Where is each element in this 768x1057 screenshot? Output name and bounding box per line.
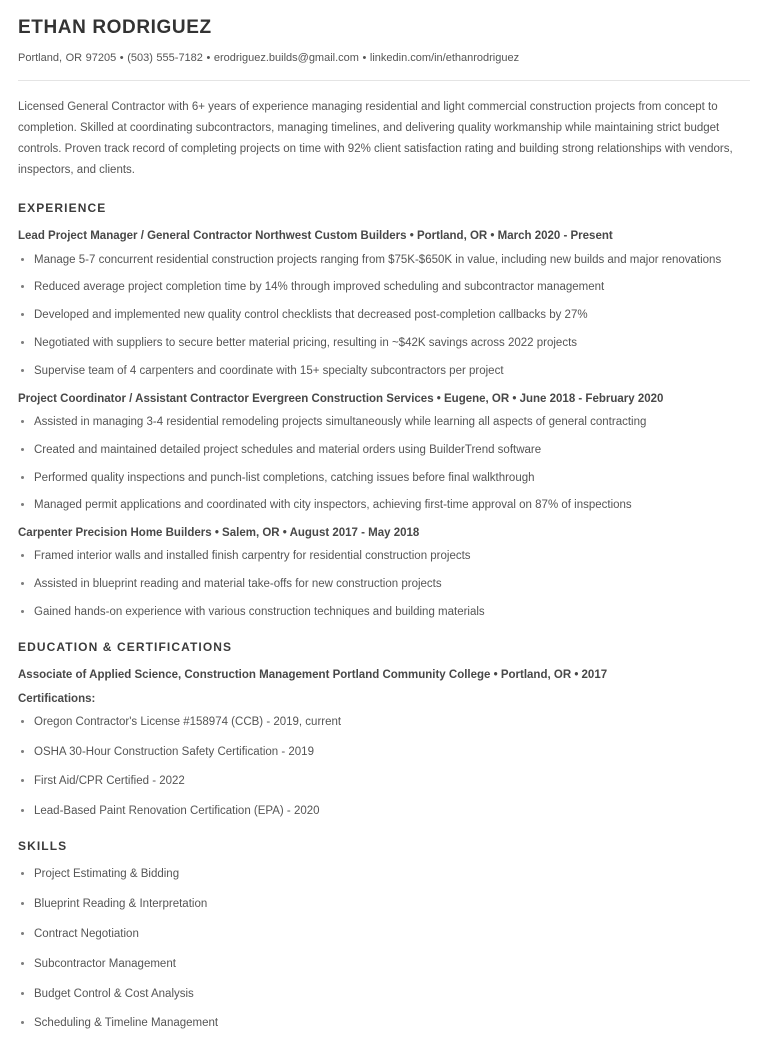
list-item-text: Framed interior walls and installed finish carpentry for residential construction projects [34, 550, 471, 563]
certifications-label: Certifications: [18, 692, 96, 705]
section-title-education: EDUCATION & CERTIFICATIONS [18, 639, 233, 654]
list-item [18, 604, 750, 622]
bullet-dot-icon [21, 420, 24, 423]
list-item [18, 497, 750, 515]
list-item-text: Managed permit applications and coordinated with city inspectors, achieving first-time approval on 87% of inspections [34, 499, 632, 512]
list-item-text: Performed quality inspections and punch-list completions, catching issues before final walkthrough [34, 471, 535, 484]
list-item-text: First Aid/CPR Certified - 2022 [34, 775, 185, 788]
experience-entry-heading: Project Coordinator / Assistant Contractor Evergreen Construction Services • Eugene, OR • June 2018 - February 2020 [18, 392, 664, 405]
list-item [18, 986, 750, 1004]
experience-entry-heading: Carpenter Precision Home Builders • Salem, OR • August 2017 - May 2018 [18, 527, 420, 540]
bullet-dot-icon [21, 992, 24, 995]
list-item-text: Assisted in blueprint reading and material take-offs for new construction projects [34, 578, 442, 591]
list-item [18, 956, 750, 974]
bullet-dot-icon [21, 872, 24, 875]
experience-entry [18, 228, 750, 380]
list-item [18, 363, 750, 381]
list-item [18, 1015, 750, 1033]
bullet-dot-icon [21, 582, 24, 585]
section-education-certifications [18, 640, 750, 821]
list-item [18, 470, 750, 488]
bullet-dot-icon [21, 779, 24, 782]
list-item [18, 414, 750, 432]
bullet-dot-icon [21, 932, 24, 935]
skills-list [18, 866, 750, 1033]
bullet-dot-icon [21, 554, 24, 557]
resume-header [18, 18, 750, 81]
list-item [18, 803, 750, 821]
section-experience [18, 201, 750, 622]
list-item-text: Budget Control & Cost Analysis [34, 987, 194, 1000]
list-item-text: Gained hands-on experience with various construction techniques and building materials [34, 606, 485, 619]
list-item [18, 744, 750, 762]
list-item-text: Scheduling & Timeline Management [34, 1017, 219, 1030]
list-item-text: OSHA 30-Hour Construction Safety Certification - 2019 [34, 745, 314, 758]
bullet-dot-icon [21, 369, 24, 372]
bullet-dot-icon [21, 258, 24, 261]
bullet-dot-icon [21, 341, 24, 344]
list-item-text: Contract Negotiation [34, 928, 139, 941]
list-item [18, 442, 750, 460]
list-item-text: Manage 5-7 concurrent residential construction projects ranging from $75K-$650K in value, including new builds and major renovations [34, 253, 722, 266]
bullet-dot-icon [21, 1021, 24, 1024]
section-title-skills: SKILLS [18, 839, 68, 853]
section-title-experience: EXPERIENCE [18, 200, 107, 215]
list-item [18, 773, 750, 791]
list-item [18, 896, 750, 914]
bullet-dot-icon [21, 448, 24, 451]
list-item-text: Project Estimating & Bidding [34, 868, 180, 881]
section-skills [18, 839, 750, 1033]
bullet-dot-icon [21, 720, 24, 723]
bullet-dot-icon [21, 962, 24, 965]
experience-entry [18, 391, 750, 516]
bullet-dot-icon [21, 610, 24, 613]
bullet-dot-icon [21, 313, 24, 316]
list-item [18, 279, 750, 297]
list-item [18, 548, 750, 566]
list-item [18, 252, 750, 270]
professional-summary: Licensed General Contractor with 6+ years of experience managing residential and light commercial construction projects from concept to completion. Skilled at coordinating subcontractors, managing timelines, and delivering quality workmanship while maintaining strict budget controls. Proven track record of completing projects on time with 92% client satisfaction rating and building strong relationships with vendors, inspectors, and clients. [18, 101, 733, 177]
list-item [18, 714, 750, 732]
list-item-text: Lead-Based Paint Renovation Certification (EPA) - 2020 [34, 805, 320, 818]
bullet-dot-icon [21, 902, 24, 905]
list-item-text: Oregon Contractor's License #158974 (CCB) - 2019, current [34, 715, 342, 728]
list-item-text: Supervise team of 4 carpenters and coordinate with 15+ specialty subcontractors per project [34, 364, 504, 377]
experience-entry-heading: Lead Project Manager / General Contractor Northwest Custom Builders • Portland, OR • March 2020 - Present [18, 230, 613, 243]
header-divider [18, 80, 750, 81]
list-item [18, 307, 750, 325]
list-item [18, 335, 750, 353]
list-item-text: Reduced average project completion time by 14% through improved scheduling and subcontractor management [34, 281, 605, 294]
list-item [18, 926, 750, 944]
candidate-name: ETHAN RODRIGUEZ [18, 17, 212, 38]
list-item-text: Developed and implemented new quality control checklists that decreased post-completion callbacks by 27% [34, 309, 588, 322]
experience-bullet-list [18, 548, 750, 621]
experience-bullet-list [18, 252, 750, 381]
bullet-dot-icon [21, 285, 24, 288]
list-item-text: Assisted in managing 3-4 residential remodeling projects simultaneously while learning all aspects of general contracting [34, 415, 647, 428]
certifications-list [18, 714, 750, 821]
contact-info-line: Portland, OR 97205 • (503) 555-7182 • erodriguez.builds@gmail.com • linkedin.com/in/ethanrodriguez [18, 51, 520, 64]
experience-bullet-list [18, 414, 750, 515]
experience-entry [18, 525, 750, 622]
list-item-text: Subcontractor Management [34, 957, 176, 970]
list-item [18, 866, 750, 884]
list-item-text: Created and maintained detailed project schedules and material orders using BuilderTrend software [34, 443, 542, 456]
bullet-dot-icon [21, 809, 24, 812]
bullet-dot-icon [21, 503, 24, 506]
bullet-dot-icon [21, 476, 24, 479]
list-item-text: Negotiated with suppliers to secure better material pricing, resulting in ~$42K savings across 2022 projects [34, 337, 578, 350]
list-item [18, 576, 750, 594]
education-degree-heading: Associate of Applied Science, Construction Management Portland Community College • Portland, OR • 2017 [18, 669, 608, 682]
bullet-dot-icon [21, 750, 24, 753]
list-item-text: Blueprint Reading & Interpretation [34, 898, 208, 911]
